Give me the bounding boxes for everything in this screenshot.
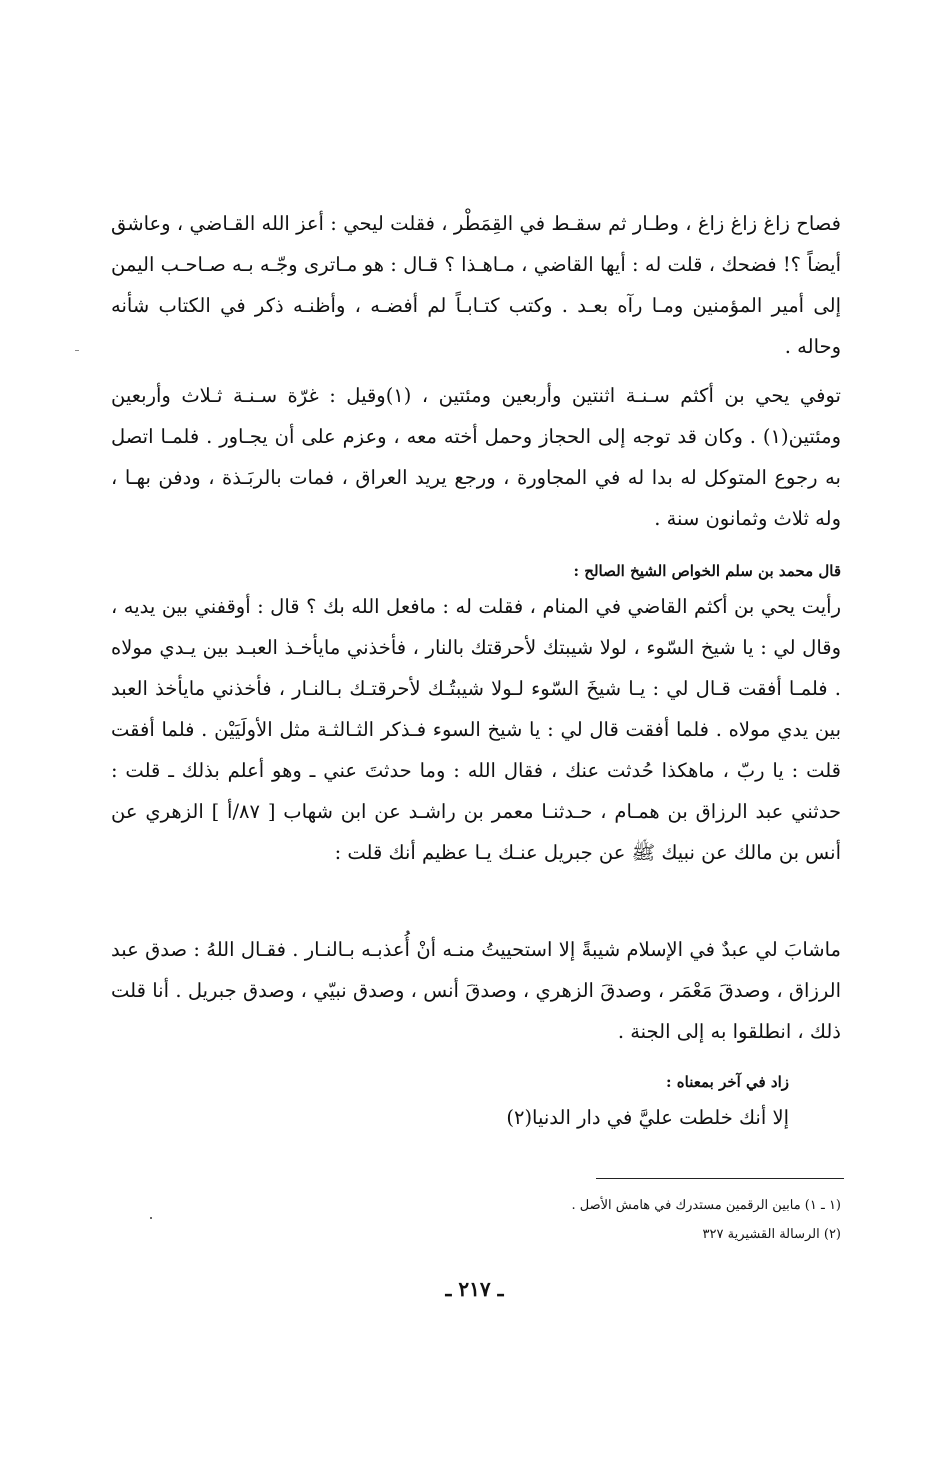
paragraph-dream: رأيت يحي بن أكثم القاضي في المنام ، فقلت له : مافعل الله بك ؟ قال : أوقفني بين يديه ، وقال لي : يا شيخ السّوء ، لولا شيبتك لأحرقتك بالنار ، فأخذني مايأخـذ العبـد بين يـدي مولاه . فلمـا أفقت قـال لي : يـا شيخَ السّوء لـولا شيبتُـك لأحرقتـك بـالنـار ، فأخذني مايأخذ العبد بين يدي مولاه . فلما أفقت قال لي : يا شيخ السوء فـذكر الثـالثـة مثل الأولَيَيْن . فلما أفقت قلت : يا ربّ ، ماهكذا حُدثت عنك ، فقال الله : وما حدثتَ عني ـ وهو أعلم بذلك ـ قلت : حدثني عبد الرزاق بن همـام ، حـدثنـا معمر بن راشـد عن ابن شهاب [ ٨٧/أ ] الزهري عن أنس بن مالك عن نبيك ﷺ عن جبريل عنـك يـا عظيم أنك قلت : xyxy=(111,595,842,864)
scan-speck xyxy=(150,1217,152,1219)
narrator-heading: قال محمد بن سلم الخواص الشيخ الصالح : xyxy=(573,562,841,580)
paragraph-divine-saying: ماشابَ لي عبدٌ في الإسلام شيبةً إلا استحييتُ منـه أنْ أُعذبـه بـالنـار . فقـال اللهُ : صدق عبد الرزاق ، وصدقَ مَعْمَر ، وصدقَ الزهري ، وصدقَ أنس ، وصدق نبيّي ، وصدق جبريل . أنا قلت ذلك ، انطلقوا به إلى الجنة . xyxy=(111,938,841,1043)
page-number: ـ ٢١٧ ـ xyxy=(445,1277,504,1301)
addition-heading: زاد في آخر بمعناه : xyxy=(666,1073,789,1091)
paragraph-death-of-yahya: توفي يحي بن أكثم سـنـة اثنتين وأربعين ومئتين ، (١)وقيل : غرّة سـنـة ثـلاث وأربعين ومئتين(١) . وكان قد توجه إلى الحجاز وحمل أخته معه ، وعزم على أن يجـاور . فلمـا اتصل به رجوع المتوكل له بدا له في المجاورة ، ورجع يريد العراق ، فمات بالربَـذة ، ودفن بهـا ، وله ثلاث وثمانون سنة . xyxy=(111,384,841,530)
footnote-divider xyxy=(596,1178,844,1179)
scan-speck xyxy=(75,350,79,351)
footnote-1: (١ ـ ١) مابين الرقمين مستدرك في هامش الأصل . xyxy=(571,1198,841,1213)
footnote-2: (٢) الرسالة القشيرية ٣٢٧ xyxy=(702,1227,841,1242)
paragraph-qimatr: فصاح زاغ زاغ زاغ ، وطـار ثم سقـط في القِمَطْر ، فقلت ليحي : أعز الله القـاضي ، وعاشق أيضاً ؟! فضحك ، قلت له : أيها القاضي ، مـاهـذا ؟ قـال : هو مـاترى وجّـه بـه صـاحـب اليمن إلى أمير المؤمنين ومـا رآه بعـد . وكتب كتـابـاً لم أفضـه ، وأظنـه ذكر في الكتاب شأنه وحاله . xyxy=(111,212,841,358)
closing-line: إلا أنك خلطت عليَّ في دار الدنيا(٢) xyxy=(506,1106,789,1129)
